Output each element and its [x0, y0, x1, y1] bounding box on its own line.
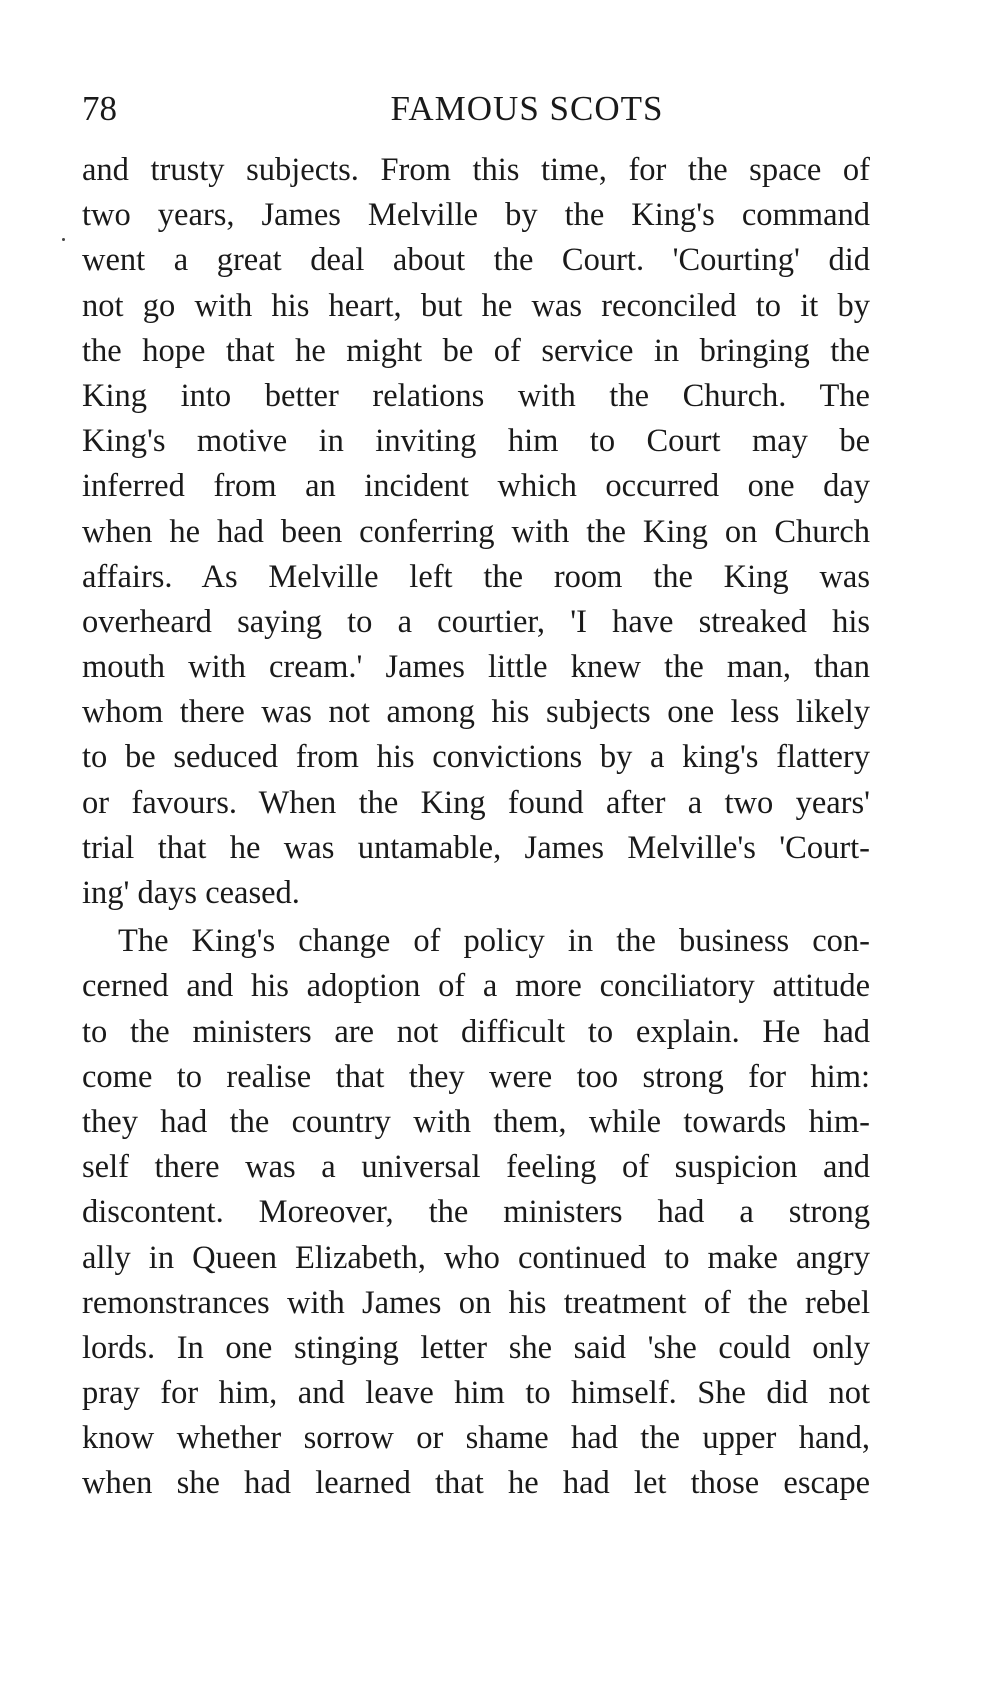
text-line: affairs. As Melville left the room the King was	[82, 558, 870, 595]
text-line: overheard saying to a courtier, 'I have streaked his	[82, 603, 870, 640]
text-line: trial that he was untamable, James Melville's 'Court-	[82, 829, 870, 866]
text-line: discontent. Moreover, the ministers had a strong	[82, 1194, 870, 1231]
text-line: to be seduced from his convictions by a king's flattery	[82, 739, 870, 776]
text-line: when she had learned that he had let those escape	[82, 1465, 870, 1502]
text-line: know whether sorrow or shame had the upper hand,	[82, 1420, 870, 1457]
text-line: mouth with cream.' James little knew the man, than	[82, 649, 870, 686]
text-line: pray for him, and leave him to himself. She did not	[82, 1375, 870, 1412]
text-line: The King's change of policy in the business con-	[118, 923, 870, 960]
text-line: when he had been conferring with the King on Church	[82, 513, 870, 550]
text-line: come to realise that they were too strong for him:	[82, 1058, 870, 1095]
page-number: 78	[82, 89, 117, 128]
text-line: and trusty subjects. From this time, for the space of	[82, 152, 870, 188]
text-line: two years, James Melville by the King's command	[82, 197, 870, 234]
text-line: they had the country with them, while towards him-	[82, 1103, 870, 1140]
text-line: self there was a universal feeling of suspicion and	[82, 1149, 870, 1186]
text-line: inferred from an incident which occurred one day	[82, 468, 870, 505]
text-line: cerned and his adoption of a more conciliatory attitude	[82, 968, 870, 1005]
page-header	[82, 84, 932, 134]
text-line: King into better relations with the Church. The	[82, 377, 870, 414]
text-line: ing' days ceased.	[82, 875, 300, 911]
text-line: King's motive in inviting him to Court may be	[82, 423, 870, 460]
print-speck	[62, 238, 65, 241]
text-line: remonstrances with James on his treatment of the rebel	[82, 1284, 870, 1321]
text-line: the hope that he might be of service in bringing the	[82, 332, 870, 369]
paragraph-2	[82, 919, 870, 1506]
paragraph-1	[82, 148, 870, 916]
body-text	[82, 148, 870, 1507]
text-line: to the ministers are not difficult to explain. He had	[82, 1013, 870, 1050]
text-line: lords. In one stinging letter she said 'she could only	[82, 1329, 870, 1366]
text-line: or favours. When the King found after a two years'	[82, 784, 870, 821]
text-line: not go with his heart, but he was reconciled to it by	[82, 287, 870, 324]
text-line: whom there was not among his subjects one less likely	[82, 694, 870, 731]
running-title: FAMOUS SCOTS	[390, 89, 664, 128]
text-line: went a great deal about the Court. 'Courting' did	[82, 242, 870, 279]
text-line: ally in Queen Elizabeth, who continued to make angry	[82, 1239, 870, 1276]
